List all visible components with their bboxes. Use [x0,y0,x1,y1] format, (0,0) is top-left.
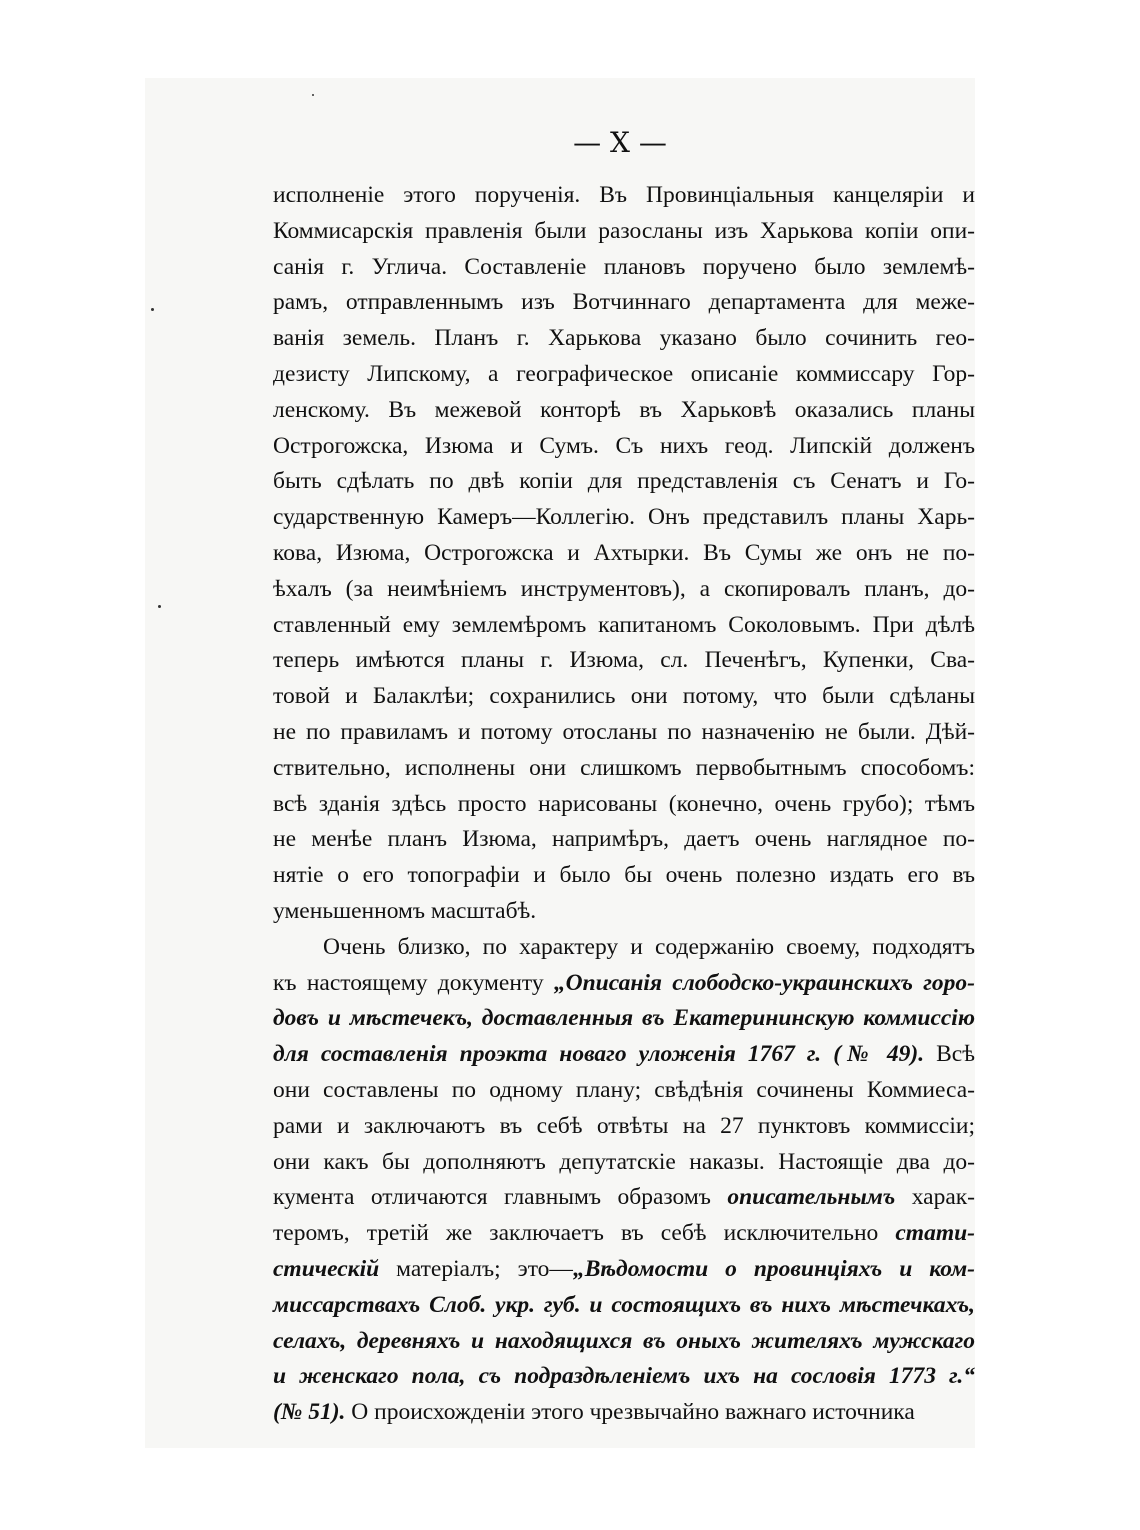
text-run: исполненіе этого порученія. Въ Провинціальныя канцеляріи и [273,182,975,208]
italic-text-run: и женскаго пола, съ подраздѣленіемъ ихъ на сословія 1773 г.“ [273,1363,975,1390]
text-line [273,214,975,250]
scan-speck [151,308,154,311]
text-line [273,608,975,644]
text-run: не менѣе планъ Изюма, напримѣръ, даетъ очень наглядное по- [273,826,975,853]
text-line [273,894,975,930]
text-run: всѣ зданія здѣсь просто нарисованы (конечно, очень грубо); тѣмъ [273,790,975,817]
text-run: сударственную Камеръ—Коллегію. Онъ представилъ планы Харь- [273,504,975,531]
text-run: къ настоящему документу [273,969,554,996]
text-run: товой и Балаклѣи; сохранились они потому, что были сдѣланы [273,683,975,710]
text-run: ленскому. Въ межевой конторѣ въ Харьковѣ оказались планы [273,396,975,423]
body-text [273,178,975,1431]
text-run: матеріалъ; это— [379,1255,573,1282]
text-line [273,250,975,286]
text-run: Острогожска, Изюма и Сумъ. Съ нихъ геод. Липскій долженъ [273,432,975,459]
text-run: теперь имѣются планы г. Изюма, сл. Печенѣгъ, Купенки, Сва- [273,647,975,674]
text-run: нятіе о его топографіи и было бы очень полезно издать его въ [273,862,975,889]
text-line [273,679,975,715]
text-line [273,1180,975,1216]
text-line [273,1109,975,1145]
text-line [273,1324,975,1360]
page-number: — X — [573,126,667,159]
text-line [273,643,975,679]
text-run: Очень близко, по характеру и содержанію своему, подходятъ [323,933,975,960]
italic-text-run: стати- [895,1220,975,1247]
text-line [273,930,975,966]
text-run: рамъ, отправленнымъ изъ Вотчиннаго департамента для меже- [273,289,975,316]
text-line [273,787,975,823]
text-run: Всѣ [924,1041,975,1068]
italic-text-run: „Описанія слободско-украинскихъ горо- [553,969,976,996]
italic-text-run: довъ и мѣстечекъ, доставленныя въ Екатерининскую коммиссію [273,1005,975,1032]
text-line [273,751,975,787]
text-run: они составлены по одному плану; свѣдѣнія сочинены Коммиеса- [273,1076,975,1103]
text-run: ванія земель. Планъ г. Харькова указано было сочинить гео- [273,325,975,352]
text-run: харак- [895,1184,976,1211]
text-line [273,1395,975,1431]
text-run: быть сдѣлать по двѣ копіи для представленія съ Сенатъ и Го- [273,468,975,495]
italic-text-run: „Вѣдомости о провинціяхъ и ком- [572,1255,975,1282]
scan-speck [312,94,314,96]
italic-text-run: селахъ, деревняхъ и находящихся въ оныхъ жителяхъ мужскаго [273,1327,975,1354]
scan-speck [158,605,161,608]
text-line [273,1145,975,1181]
text-line [273,572,975,608]
text-run: Коммисарскія правленія были разосланы изъ Харькова копіи опи- [273,217,975,244]
text-line [273,464,975,500]
text-line [273,285,975,321]
italic-text-run: (№ 51). [273,1399,346,1426]
text-line [273,858,975,894]
text-run: теромъ, третій же заключаетъ въ себѣ исключительно [273,1220,896,1247]
text-run: уменьшенномъ масштабѣ. [273,897,537,924]
text-run: не по правиламъ и потому отосланы по назначенію не были. Дѣй- [273,718,975,745]
text-line [273,429,975,465]
text-line [273,321,975,357]
text-line [273,536,975,572]
text-line [273,1216,975,1252]
text-run: ѣхалъ (за неимѣніемъ инструментовъ), а скопировалъ планъ, до- [273,575,975,602]
text-line [273,357,975,393]
text-run: ствительно, исполнены они слишкомъ первобытнымъ способомъ: [273,754,975,781]
text-line [273,966,975,1002]
text-line [273,715,975,751]
text-run: дезисту Липскому, а географическое описаніе коммиссару Гор- [273,360,975,387]
text-run: ставленный ему землемѣромъ капитаномъ Соколовымъ. При дѣлѣ [273,611,975,638]
text-line [273,1288,975,1324]
paragraph [273,930,975,1431]
text-line [273,822,975,858]
text-line [273,1001,975,1037]
text-run: кова, Изюма, Острогожска и Ахтырки. Въ Сумы же онъ не по- [273,539,975,566]
text-line [273,178,975,214]
text-line [273,1037,975,1073]
text-line [273,1073,975,1109]
text-run: санія г. Углича. Составленіе плановъ поручено было землемѣ- [273,253,975,280]
text-run: кумента отличаются главнымъ образомъ [273,1184,728,1211]
italic-text-run: описательнымъ [727,1184,896,1211]
italic-text-run: для составленія проэкта новаго уложенія 1767 г. (№ 49). [273,1041,925,1068]
italic-text-run: стическій [273,1255,380,1282]
text-line [273,1252,975,1288]
paragraph [273,178,975,930]
text-run: О происхожденіи этого чрезвычайно важнаго источника [345,1399,915,1426]
text-line [273,393,975,429]
text-line [273,500,975,536]
text-run: они какъ бы дополняютъ депутатскіе наказы. Настоящіе два до- [273,1148,975,1175]
text-line [273,1359,975,1395]
text-run: рами и заключаютъ въ себѣ отвѣты на 27 пунктовъ коммиссіи; [273,1112,975,1139]
italic-text-run: миссарствахъ Слоб. укр. губ. и состоящихъ въ нихъ мѣстечкахъ, [273,1291,975,1318]
